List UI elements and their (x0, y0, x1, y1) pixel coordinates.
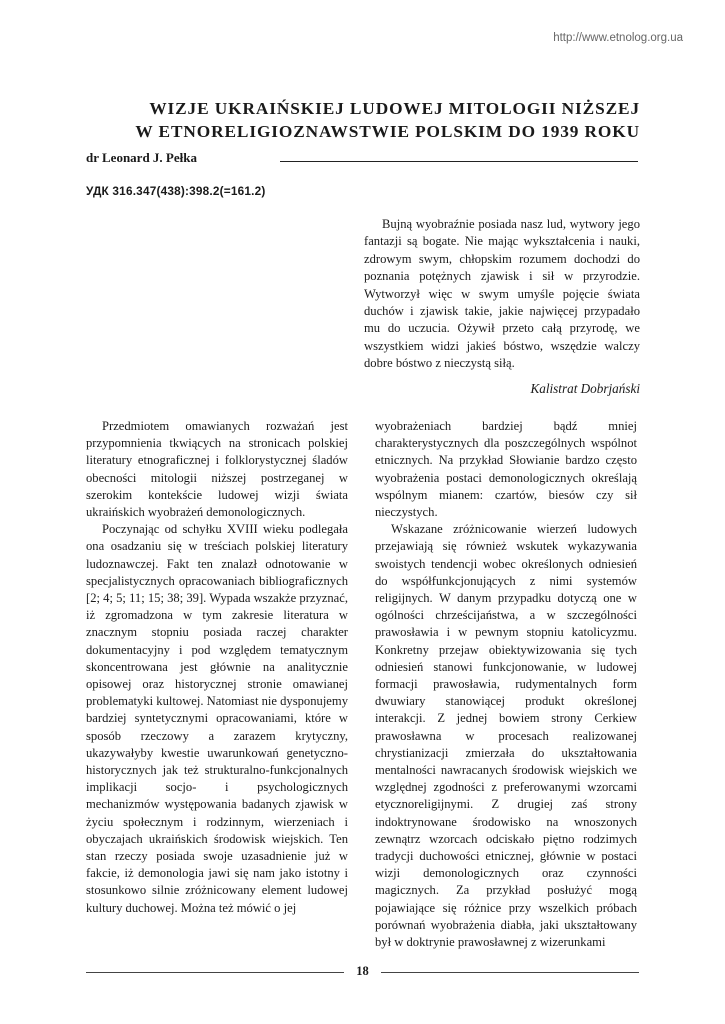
body-paragraph: Poczynając od schyłku XVIII wieku podlegała ona osadzaniu się w treściach polskiej literatury ludoznawczej. Fakt ten znalazł odnotowanie w specjalistycznych opracowaniach bibliograficznych [2; 4; 5; 11; 15; 38; 39]. Wypada wszakże przyznać, iż zgromadzona w tym zakresie literatura w znacznym stopniu posiada raczej charakter dokumentacyjny i pod względem tematycznym skoncentrowana jest głównie na analitycznie opisowej oraz historycznej stronie omawianej problematyki kultowej. Natomiast nie dysponujemy bardziej syntetycznymi opracowaniami, które w sposób rzeczowy a zarazem krytyczny, ukazywałyby kwestie uwarunkowań genetyczno-historycznych jak też strukturalno-funkcjonalnych implikacji socjo- i psychologicznych mechanizmów występowania badanych zjawisk w życiu społecznym i rodzinnym, wierzeniach i obyczajach ukraińskich środowisk wiejskich. Ten stan rzeczy posiada swoje uzasadnienie już w fakcie, iż demonologia jawi się nam jako istotny i stosunkowo silnie zróżnicowany element ludowej kultury duchowej. Można też mówić o jej (86, 522, 348, 915)
footer-rule-left (86, 972, 344, 973)
body-column-right (375, 418, 637, 951)
footer-rule-right (381, 972, 639, 973)
article-title (60, 97, 640, 143)
site-url[interactable]: http://www.etnolog.org.ua (553, 32, 683, 44)
title-divider (280, 161, 638, 162)
epigraph-author: Kalistrat Dobrjański (530, 380, 640, 396)
body-paragraph: Przedmiotem omawianych rozważań jest przypomnienia tkwiących na stronicach polskiej literatury etnograficznej i folklorystycznej śladów obecności mitologii niższej postrzeganej w szerokim kontekście ludowej wizji świata ukraińskich wyobrażeń demonologicznych. (86, 419, 348, 520)
article-title-line-2: W ETNORELIGIOZNAWSTWIE POLSKIM DO 1939 ROKU (135, 122, 640, 141)
body-column-left (86, 418, 348, 917)
epigraph (364, 216, 640, 397)
article-title-line-1: WIZJE UKRAIŃSKIEJ LUDOWEJ MITOLOGII NIŻSZEJ (149, 99, 640, 118)
article-author: dr Leonard J. Pełka (86, 150, 197, 165)
epigraph-text: Bujną wyobraźnie posiada nasz lud, wytwory jego fantazji są bogate. Nie mając wykształcenia i nauki, zdrowym swym, chłopskim rozumem dochodzi do poznania potężnych zjawisk i sił w przyrodzie. Wytworzył więc w swym umyśle pojęcie świata duchów i zjawisk takie, jakie najwięcej przypadało mu do uczucia. Ożywił przeto całą przyrodę, we wszystkiem widzi jakieś bóstwo, wszędzie walczy dobre bóstwo z nieczystą siłą. (364, 217, 640, 371)
body-paragraph: Wskazane zróżnicowanie wierzeń ludowych przejawiają się również wskutek wykazywania swoistych tendencji wobec określonych odniesień do współfunkcjonujących z nimi systemów religijnych. W danym przypadku dotyczą one w ogólności chrześcijaństwa, a w szczególności prawosławia i w pewnym stopniu katolicyzmu. Konkretny przejaw obiektywizowania się tych odniesień stanowi funkcjonowanie, w ludowej formacji prawosławia, rudymentalnych form dwuwiary stanowiącej produkt określonej interakcji. Z jednej bowiem strony Cerkiew prawosławna w procesach realizowanej chrystianizacji zmierzała do ukształtowania mentalności nawracanych środowisk wiejskich we względnej zgodności z preferowanymi wzorcami etycznoreligijnymi. Z drugiej zaś strony indoktrynowane środowisko na wnoszonych zewnątrz wzorcach odciskało piętno rodzimych tradycji duchowości etnicznej, głównie w postaci wizji demonologicznych oraz czynności magicznych. Za przykład posłużyć mogą pojawiające się różnice przy wszelkich próbach porównań wyobrażenia diabła, jaki ukształtowany był w doktrynie prawosławnej z wizerunkami (375, 522, 637, 950)
body-paragraph: wyobrażeniach bardziej bądź mniej charakterystycznych dla poszczególnych wspólnot etnicznych. Na przykład Słowianie bardzo często wyobrażenia postaci demonologicznych określają wspólnym mianem: czartów, biesów czy sił nieczystych. (375, 419, 637, 520)
udk-classification: УДК 316.347(438):398.2(=161.2) (86, 184, 266, 198)
page-number: 18 (356, 964, 369, 978)
